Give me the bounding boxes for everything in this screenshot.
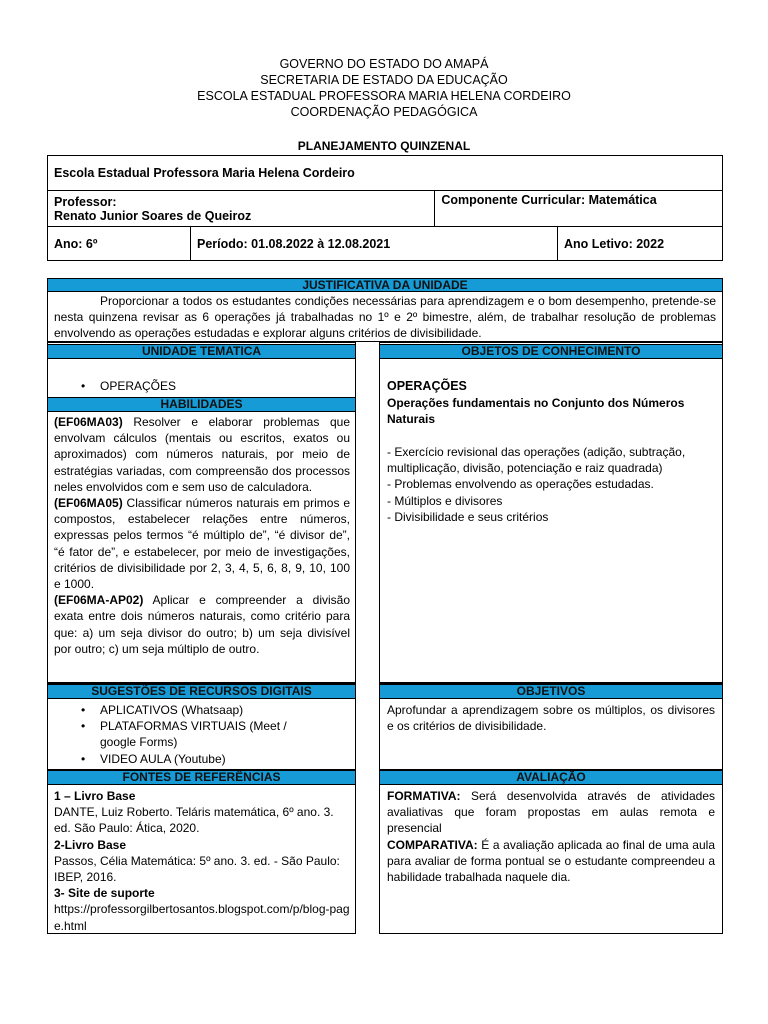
fontes-list bbox=[54, 788, 350, 934]
recurso-item-1: • APLICATIVOS (Whatsaap) bbox=[54, 702, 354, 718]
objetos-item-1: - Exercício revisional das operações (adição, subtração, multiplicação, divisão, potenciação e raiz quadrada) bbox=[387, 445, 686, 476]
professor-name: Renato Junior Soares de Queiroz bbox=[54, 208, 252, 223]
fonte-text-1: DANTE, Luiz Roberto. Teláris matemática, 6º ano. 3. ed. São Paulo: Ática, 2020. bbox=[54, 805, 334, 836]
objetos-item-4: - Divisibilidade e seus critérios bbox=[387, 509, 549, 524]
unidade-list bbox=[54, 378, 354, 394]
avaliacao-list bbox=[387, 788, 715, 885]
habilidade-item-2: (EF06MA05) Classificar números naturais em primos e compostos, estabelecer relações entre números, expressas pelos termos “é múltiplo de”, “é divisor de”, “é fator de”, e estabelecer, por meio de investigações, critérios de divisibilidade por 2, 3, 4, 5, 6, 8, 9, 10, 100 e 1000. bbox=[54, 496, 350, 592]
avaliacao-heading: AVALIAÇÃO bbox=[379, 770, 723, 785]
header-line-1: GOVERNO DO ESTADO DO AMAPÁ bbox=[279, 57, 489, 71]
header-line-3: ESCOLA ESTADUAL PROFESSORA MARIA HELENA CORDEIRO bbox=[197, 89, 571, 103]
fonte-text-2: Passos, Célia Matemática: 5º ano. 3. ed. - São Paulo: IBEP, 2016. bbox=[54, 853, 340, 885]
fonte-link[interactable]: https://professorgilbertosantos.blogspot.com/p/blog-page.html bbox=[54, 902, 350, 933]
ano-cell: Ano: 6º bbox=[48, 227, 191, 261]
header-line-4: COORDENAÇÃO PEDAGÓGICA bbox=[290, 105, 478, 119]
recurso-item-2: • PLATAFORMAS VIRTUAIS (Meet / google Forms) bbox=[54, 718, 354, 750]
objetos-subtitle: Operações fundamentais no Conjunto dos Números Naturais bbox=[387, 396, 685, 427]
periodo-row bbox=[191, 227, 723, 261]
fonte-title-2: 2-Livro Base bbox=[54, 837, 127, 852]
objetos-list bbox=[387, 444, 717, 525]
fonte-title-3: 3- Site de suporte bbox=[54, 886, 155, 901]
habilidade-item-1: (EF06MA03) Resolver e elaborar problemas que envolvam cálculos (mentais ou escritos, exatos ou aproximados) com números naturais, por meio de estratégias variadas, com compreensão dos processos neles envolvidos com e sem uso de calculadora. bbox=[54, 415, 350, 494]
avaliacao-item-1: FORMATIVA: Será desenvolvida através de atividades avaliativas que foram propostas em aulas remota e presencial bbox=[387, 789, 715, 836]
objetos-heading: OBJETOS DE CONHECIMENTO bbox=[379, 344, 723, 359]
justificativa-text: Proporcionar a todos os estudantes condições necessárias para aprendizagem e o bom desempenho, pretende-se nesta quinzena revisar as 6 operações já trabalhadas no 1º e 2º bimestre, além, de trabalhar resolução de problemas envolvendo as operações estudadas e explorar alguns critérios de divisibilidade. bbox=[54, 294, 716, 341]
objetos-item-3: - Múltiplos e divisores bbox=[387, 493, 503, 508]
recursos-list bbox=[54, 702, 354, 767]
fonte-title-1: 1 – Livro Base bbox=[54, 789, 136, 803]
habilidade-item-3: (EF06MA-AP02) Aplicar e compreender a divisão exata entre dois números naturais, como critério para que: a) um seja divisor do outro; b) um seja divisível por outro; c) um seja múltiplo de outro. bbox=[54, 593, 350, 656]
objetivos-text: Aprofundar a aprendizagem sobre os múltiplos, os divisores e os critérios de divisibilidade. bbox=[387, 703, 715, 734]
unidade-item: • OPERAÇÕES bbox=[54, 378, 354, 394]
recurso-item-3: • VIDEO AULA (Youtube) bbox=[54, 751, 354, 767]
justificativa-heading: JUSTIFICATIVA DA UNIDADE bbox=[47, 278, 723, 292]
periodo-cell: Período: 01.08.2022 à 12.08.2021 bbox=[191, 227, 558, 260]
header-line-2: SECRETARIA DE ESTADO DA EDUCAÇÃO bbox=[260, 73, 508, 87]
professor-label: Professor: bbox=[54, 194, 117, 209]
ano-letivo-cell: Ano Letivo: 2022 bbox=[564, 236, 665, 251]
professor-cell bbox=[48, 191, 435, 227]
info-table bbox=[47, 155, 723, 261]
avaliacao-item-2: COMPARATIVA: É a avaliação aplicada ao final de uma aula para avaliar de forma pontual se o estudante compreendeu a habilidade trabalhada naquele dia. bbox=[387, 837, 715, 885]
objetos-item-2: - Problemas envolvendo as operações estudadas. bbox=[387, 477, 654, 492]
fontes-heading: FONTES DE REFERÊNCIAS bbox=[47, 770, 356, 785]
habilidades-heading: HABILIDADES bbox=[47, 397, 356, 412]
unidade-heading: UNIDADE TEMATICA bbox=[47, 344, 356, 359]
component-cell: Componente Curricular: Matemática bbox=[435, 191, 723, 227]
school-name: Escola Estadual Professora Maria Helena Cordeiro bbox=[48, 156, 723, 191]
recursos-heading: SUGESTÕES DE RECURSOS DIGITAIS bbox=[47, 684, 356, 699]
document-title: PLANEJAMENTO QUINZENAL bbox=[297, 139, 471, 153]
objetivos-heading: OBJETIVOS bbox=[379, 684, 723, 699]
objetos-title: OPERAÇÕES bbox=[387, 379, 467, 393]
habilidades-list bbox=[54, 414, 350, 657]
